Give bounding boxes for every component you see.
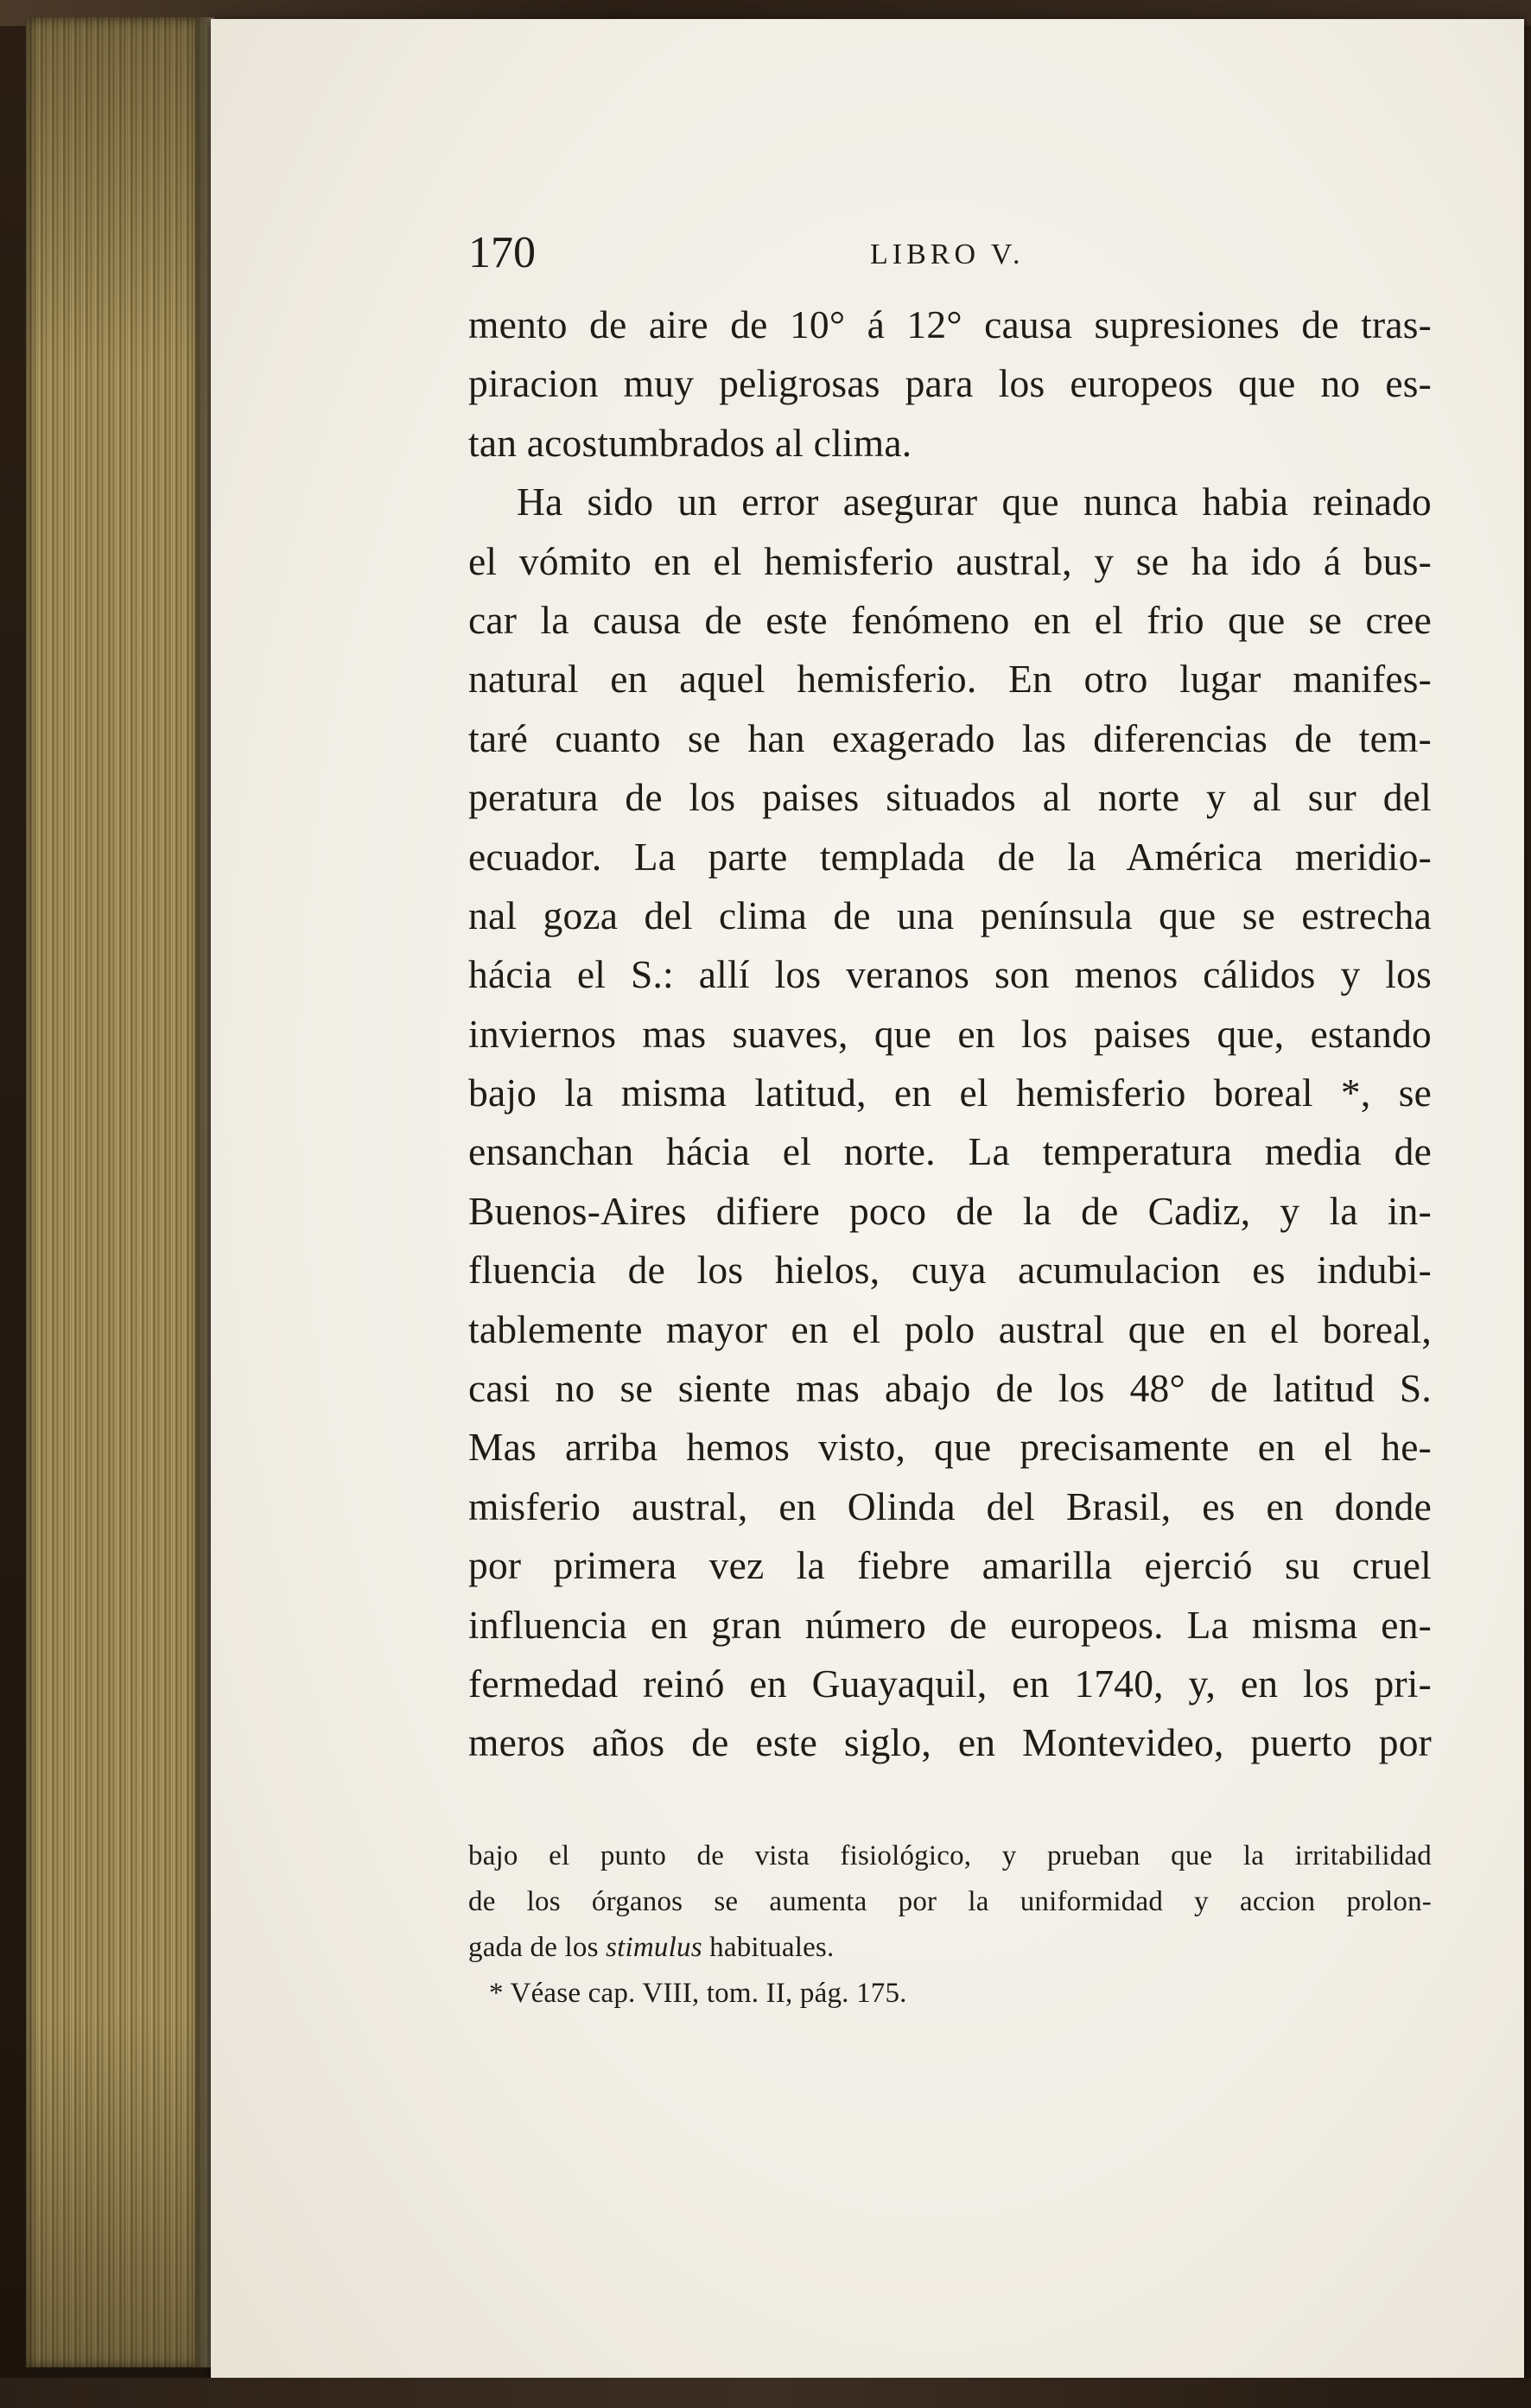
- text-line: piracion muy peligrosas para los europeos que no es-: [468, 361, 1432, 406]
- text-line: influencia en gran número de europeos. La misma en-: [468, 1602, 1432, 1647]
- text-line: inviernos mas suaves, que en los paises que, estando: [468, 1011, 1432, 1056]
- text-line: casi no se siente mas abajo de los 48° de latitud S.: [468, 1366, 1432, 1411]
- footnote-line: [468, 1925, 1432, 1971]
- text-line: ensanchan hácia el norte. La temperatura media de: [468, 1129, 1432, 1174]
- footnote-reference-text: Véase cap. VIII, tom. II, pág. 175.: [503, 1978, 907, 2009]
- text-line: hácia el S.: allí los veranos son menos cálidos y los: [468, 952, 1432, 997]
- chapter-heading: LIBRO V.: [870, 238, 1025, 270]
- text-line: tablemente mayor en el polo austral que en el boreal,: [468, 1306, 1432, 1351]
- text-line: car la causa de este fenómeno en el frio que se cree: [468, 597, 1432, 642]
- text-line: peratura de los paises situados al norte y al sur del: [468, 775, 1432, 820]
- text-line: mento de aire de 10° á 12° causa supresiones de tras-: [468, 302, 1432, 346]
- text-line: misferio austral, en Olinda del Brasil, es en donde: [468, 1484, 1432, 1528]
- text-line: taré cuanto se han exagerado las diferencias de tem-: [468, 715, 1432, 760]
- footnote-line: de los órganos se aumenta por la uniformidad y accion prolon-: [468, 1886, 1432, 1917]
- asterisk-mark: *: [489, 1978, 504, 2009]
- footnote-italic-term: stimulus: [606, 1932, 702, 1963]
- scan-bottom-edge: [0, 2378, 1531, 2408]
- footnote-text: habituales.: [702, 1932, 835, 1963]
- text-line: el vómito en el hemisferio austral, y se ha ido á bus-: [468, 538, 1432, 583]
- text-line: meros años de este siglo, en Montevideo, puerto por: [468, 1720, 1432, 1765]
- footnotes: [468, 1833, 1432, 2017]
- text-line: Buenos-Aires difiere poco de la de Cadiz, y la in-: [468, 1188, 1432, 1233]
- text-line: fluencia de los hielos, cuya acumulacion es indubi-: [468, 1248, 1432, 1293]
- footnote-line: bajo el punto de vista fisiológico, y prueban que la irritabilidad: [468, 1840, 1432, 1871]
- paragraph-first-line: Ha sido un error asegurar que nunca habia reinado: [517, 480, 1432, 524]
- body-text: [468, 295, 1432, 1773]
- text-line: natural en aquel hemisferio. En otro lugar manifes-: [468, 657, 1432, 702]
- page-number: 170: [468, 228, 536, 277]
- footnote-reference: [468, 1971, 1432, 2017]
- text-line: ecuador. La parte templada de la América meridio-: [468, 834, 1432, 879]
- running-head: [468, 223, 1436, 283]
- text-line: fermedad reinó en Guayaquil, en 1740, y, en los pri-: [468, 1661, 1432, 1706]
- text-line: Mas arriba hemos visto, que precisamente en el he-: [468, 1425, 1432, 1470]
- text-line: tan acostumbrados al clima.: [468, 420, 912, 465]
- text-line: por primera vez la fiebre amarilla ejerció su cruel: [468, 1543, 1432, 1588]
- text-line: bajo la misma latitud, en el hemisferio boreal *, se: [468, 1071, 1432, 1115]
- footnote-text: gada de los: [468, 1932, 607, 1963]
- gilt-page-edges: [26, 17, 207, 2367]
- text-line: nal goza del clima de una península que se estrecha: [468, 893, 1432, 937]
